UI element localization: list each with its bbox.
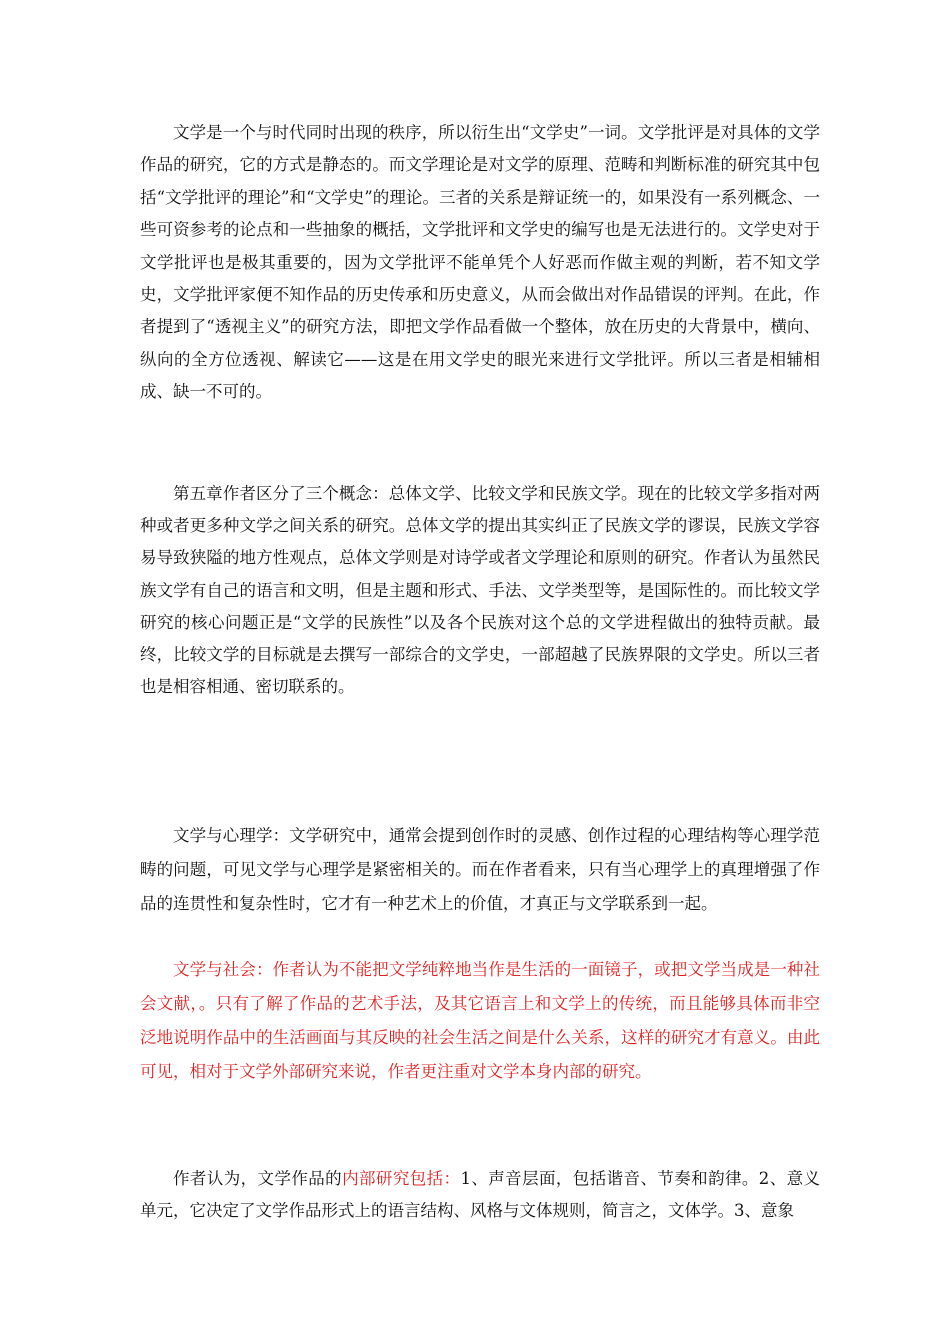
highlighted-phrase: 内部研究包括： [342,1169,461,1188]
paragraph-text: 文学与心理学：文学研究中，通常会提到创作时的灵感、创作过程的心理结构等心理学范畴的问题，可见文学与心理学是紧密相关的。而在作者看来，只有当心理学上的真理增强了作品的连贯性和复杂性时，它才有一种艺术上的价值，才真正与文学联系到一起。 [140,826,820,913]
paragraph-intrinsic-study [140,1163,820,1227]
paragraph-literature-and-society [140,953,820,1089]
paragraph-text: 作者认为，文学作品的 [173,1169,343,1188]
paragraph-text: 文学是一个与时代同时出现的秩序，所以衍生出“文学史”一词。文学批评是对具体的文学作品的研究，它的方式是静态的。而文学理论是对文学的原理、范畴和判断标准的研究其中包括“文学批评的理论”和“文学史”的理论。三者的关系是辩证统一的，如果没有一系列概念、一些可资参考的论点和一些抽象的概括，文学批评和文学史的编写也是无法进行的。文学史对于文学批评也是极其重要的，因为文学批评不能单凭个人好恶而作做主观的判断，若不知文学史，文学批评家便不知作品的历史传承和历史意义，从而会做出对作品错误的评判。在此，作者提到了“透视主义”的研究方法，即把文学作品看做一个整体，放在历史的大背景中，横向、纵向的全方位透视、解读它——这是在用文学史的眼光来进行文学批评。所以三者是相辅相成、缺一不可的。 [140,123,820,402]
paragraph-text: 1、声音层面，包括谐音、节奏和韵律。2、意义单元，它决定了文学作品形式上的语言结构、风格与文体规则，简言之，文体学。3、意象 [140,1169,821,1220]
paragraph-literature-and-psychology [140,819,820,921]
paragraph-literary-history-criticism-theory [140,117,820,409]
paragraph-text-highlighted: 文学与社会：作者认为不能把文学纯粹地当作是生活的一面镜子，或把文学当成是一种社会文献，。只有了解了作品的艺术手法，及其它语言上和文学上的传统，而且能够具体而非空泛地说明作品中的生活画面与其反映的社会生活之间是什么关系，这样的研究才有意义。由此可见，相对于文学外部研究来说，作者更注重对文学本身内部的研究。 [140,960,820,1081]
paragraph-text: 第五章作者区分了三个概念：总体文学、比较文学和民族文学。现在的比较文学多指对两种或者更多种文学之间关系的研究。总体文学的提出其实纠正了民族文学的谬误，民族文学容易导致狭隘的地方性观点，总体文学则是对诗学或者文学理论和原则的研究。作者认为虽然民族文学有自己的语言和文明，但是主题和形式、手法、文学类型等，是国际性的。而比较文学研究的核心问题正是“文学的民族性”以及各个民族对这个总的文学进程做出的独特贡献。最终，比较文学的目标就是去撰写一部综合的文学史，一部超越了民族界限的文学史。所以三者也是相容相通、密切联系的。 [140,484,820,697]
paragraph-chapter-five-concepts [140,478,820,703]
